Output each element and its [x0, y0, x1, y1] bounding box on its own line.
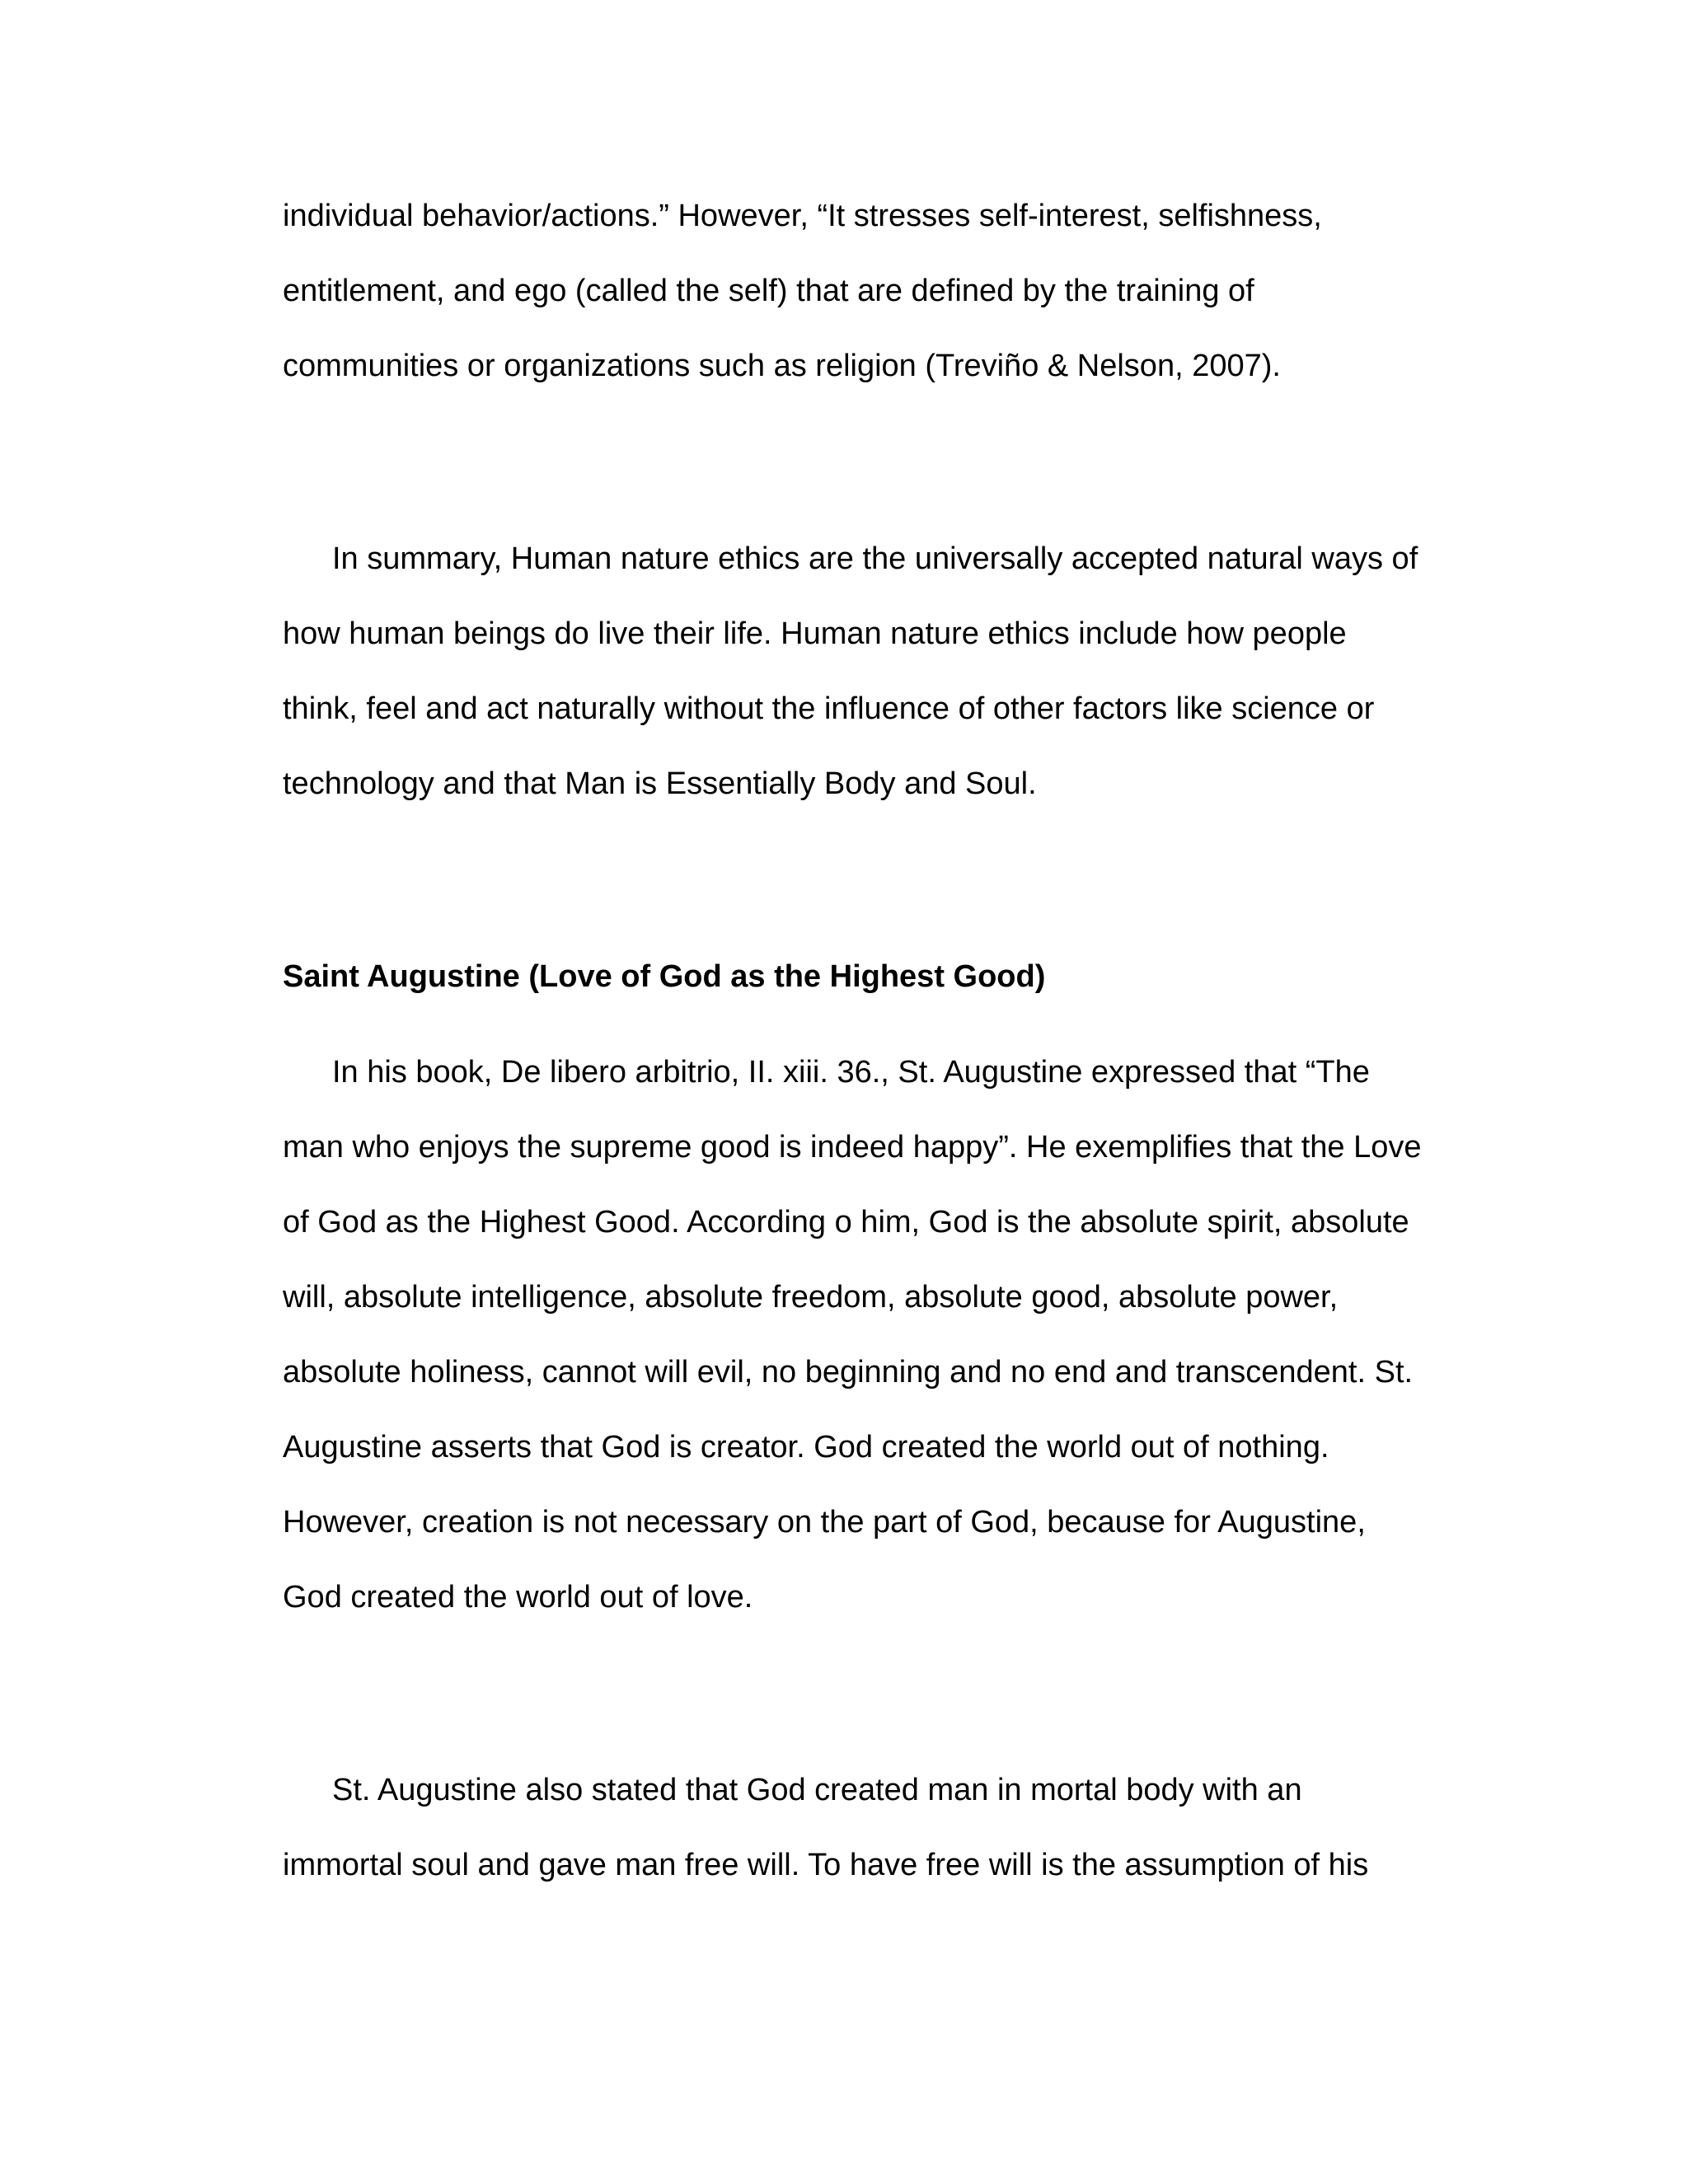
paragraph-line: immortal soul and gave man free will. To have free will is the assumption of his — [283, 1848, 1369, 1882]
paragraph-line: of God as the Highest Good. According o him, God is the absolute spirit, absolute — [283, 1205, 1409, 1240]
paragraph-line: think, feel and act naturally without the influence of other factors like science or — [283, 691, 1375, 726]
paragraph-line: individual behavior/actions.” However, “It stresses self-interest, selfishness, — [283, 199, 1322, 233]
paragraph-line: communities or organizations such as religion (Treviño & Nelson, 2007). — [283, 349, 1281, 383]
section-heading: Saint Augustine (Love of God as the Highest Good) — [283, 959, 1046, 994]
paragraph-line: absolute holiness, cannot will evil, no beginning and no end and transcendent. St. — [283, 1355, 1414, 1390]
paragraph-line: technology and that Man is Essentially Body and Soul. — [283, 766, 1037, 801]
paragraph-line: entitlement, and ego (called the self) that are defined by the training of — [283, 274, 1254, 308]
paragraph-line: However, creation is not necessary on the part of God, because for Augustine, — [283, 1505, 1366, 1540]
paragraph-line: Augustine asserts that God is creator. God created the world out of nothing. — [283, 1430, 1329, 1465]
paragraph-line: St. Augustine also stated that God created man in mortal body with an — [332, 1773, 1302, 1807]
paragraph-line: man who enjoys the supreme good is indeed happy”. He exemplifies that the Love — [283, 1130, 1422, 1165]
paragraph-line: will, absolute intelligence, absolute freedom, absolute good, absolute power, — [283, 1280, 1339, 1315]
paragraph-line: how human beings do live their life. Human nature ethics include how people — [283, 616, 1347, 651]
paragraph-line: In summary, Human nature ethics are the universally accepted natural ways of — [332, 541, 1418, 576]
paragraph-line: In his book, De libero arbitrio, II. xiii. 36., St. Augustine expressed that “The — [332, 1055, 1370, 1090]
paragraph-line: God created the world out of love. — [283, 1580, 753, 1615]
